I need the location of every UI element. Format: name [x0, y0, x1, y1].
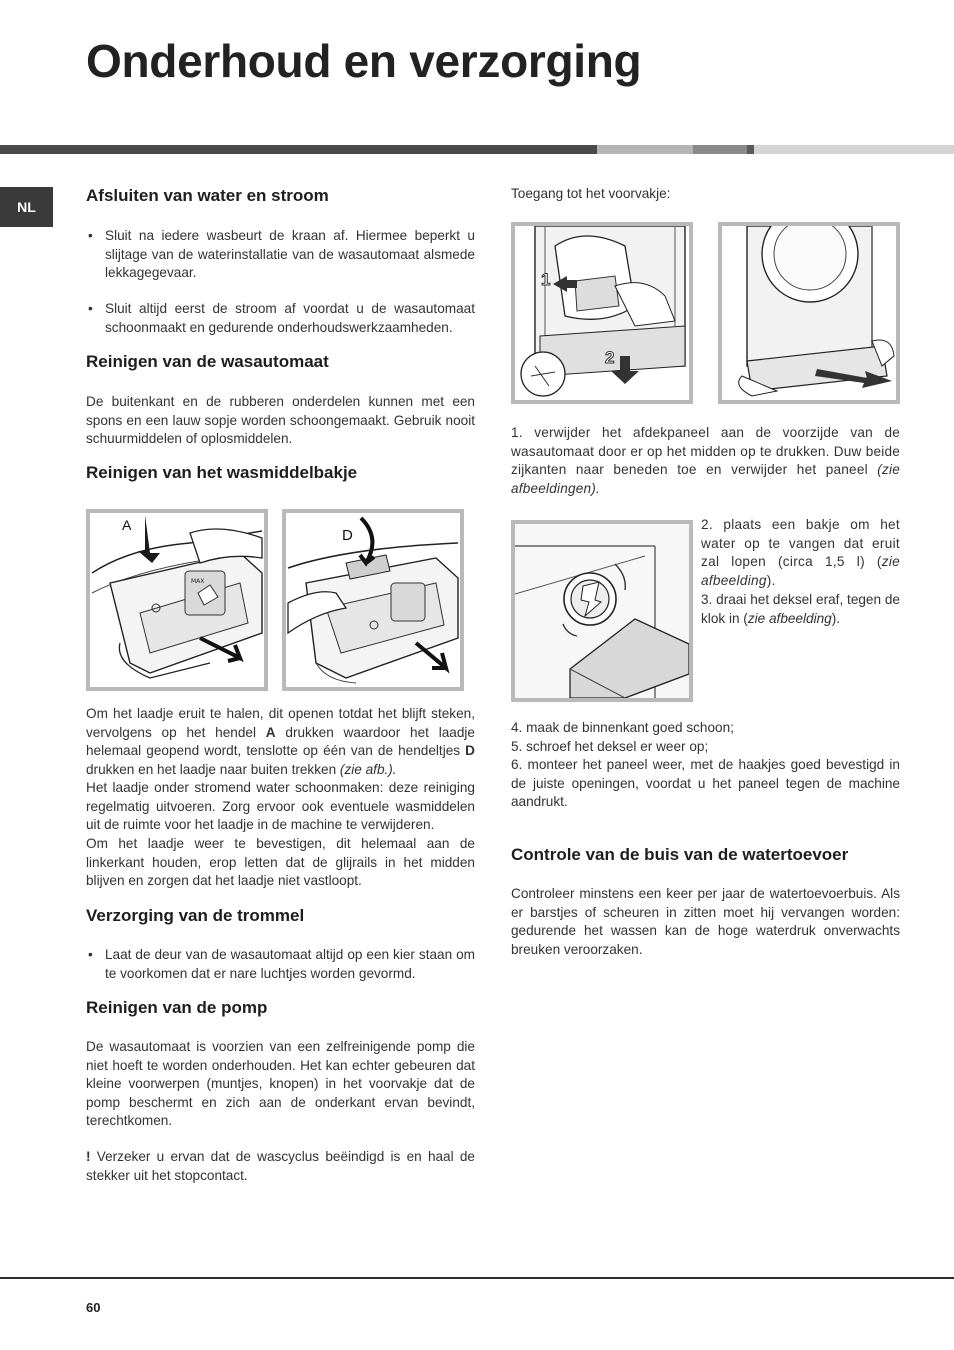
- panel-removal-illustration: [515, 226, 689, 400]
- access-step-3: [701, 591, 900, 628]
- pump-text: De wasautomaat is voorzien van een zelfreinigende pomp die niet hoeft te worden onderhouden. Het kan echter gebeuren dat kleine voorwerpen (muntjes, knopen) in het voorvakje dat de pomp beschermt en zich aan de onderkant ervan bevindt, terechtkomen.: [86, 1039, 475, 1129]
- drawer-paragraph-1: [86, 705, 475, 779]
- step-1-text: 1. verwijder het afdekpaneel aan de voorzijde van de wasautomaat door er op het midden op te drukken. Duw beide zijkanten naar beneden toe en verwijder het paneel: [511, 425, 900, 478]
- bullet-marker: •: [88, 947, 93, 962]
- header-bar-mid: [597, 145, 693, 154]
- drawer-paragraph-2: Het laadje onder stromend water schoonmaken: deze reiniging regelmatig uitvoeren. Zorg ervoor ook eventuele wasmiddelen uit de ruimte voor het laadje in de machine te verwijderen.: [86, 780, 475, 833]
- lever-d-ref: D: [465, 743, 475, 759]
- step-3-text: 3. draai het deksel eraf, tegen de klok in (: [701, 592, 900, 626]
- figure-panel-removal: [511, 222, 693, 404]
- drawer-illustration-a: [90, 513, 264, 687]
- heading-water: Afsluiten van water en stroom: [86, 186, 329, 205]
- drawer-p1-ref: (zie afb.).: [339, 761, 397, 777]
- bullet-marker: •: [88, 301, 93, 316]
- header-bar-light: [754, 145, 954, 154]
- pump-warning: [86, 1148, 475, 1185]
- figure-label-d: D: [342, 527, 353, 544]
- access-step-4: 4. maak de binnenkant goed schoon;: [511, 720, 734, 735]
- drawer-p1-a: Om het laadje eruit te halen, dit openen totdat het blijft steken, vervolgens op het hendel: [86, 706, 475, 740]
- figure-label-2: 2: [605, 348, 615, 367]
- pump-cap-illustration: [515, 524, 689, 698]
- page-title: Onderhoud en verzorging: [86, 35, 642, 87]
- access-step-6: 6. monteer het paneel weer, met de haakjes goed bevestigd in de juiste openingen, voordat u het paneel tegen de machine aandrukt.: [511, 757, 900, 810]
- heading-wash: Reinigen van de wasautomaat: [86, 352, 329, 371]
- heading-hose: Controle van de buis van de watertoevoer: [511, 845, 849, 864]
- hose-text: Controleer minstens een keer per jaar de watertoevoerbuis. Als er barstjes of scheuren in zitten moet hij vervangen worden: gedurende het wassen kan de hoge waterdruk onverwachts breuken veroorzaken.: [511, 886, 900, 957]
- step-1-ref: (zie afbeeldingen).: [511, 462, 900, 496]
- step-2-end: ).: [766, 572, 776, 588]
- drawer-illustration-d: [286, 513, 460, 687]
- heading-drawer: Reinigen van het wasmiddelbakje: [86, 463, 358, 482]
- language-tab: NL: [0, 187, 53, 227]
- drawer-p1-c: drukken waardoor het laadje helemaal geopend wordt, tenslotte op één van de hendeltjes: [86, 724, 475, 759]
- header-bar-gray: [693, 145, 747, 154]
- wash-text: De buitenkant en de rubberen onderdelen kunnen met een spons en een lauw sopje worden schoongemaakt. Gebruik nooit schuurmiddelen of oplosmiddelen.: [86, 394, 475, 447]
- header-bar-accent: [747, 145, 754, 154]
- drum-bullet: Laat de deur van de wasautomaat altijd op een kier staan om te voorkomen dat er nare luchtjes worden gevormd.: [105, 947, 475, 981]
- figure-panel-pull: [718, 222, 900, 404]
- warning-icon: !: [86, 1149, 91, 1164]
- access-step-2: [701, 516, 900, 590]
- access-step-1: [511, 424, 900, 498]
- drawer-paragraph-3: Om het laadje weer te bevestigen, dit helemaal aan de linkerkant houden, erop letten dat de glijrails in het midden blijven en zorgen dat het laadje niet vastloopt.: [86, 836, 475, 889]
- heading-drum: Verzorging van de trommel: [86, 906, 305, 925]
- drawer-p1-e: drukken en het laadje naar buiten trekken: [86, 761, 340, 777]
- figure-label-1: 1: [541, 270, 551, 289]
- lever-a-ref: A: [265, 724, 276, 740]
- bullet-marker: •: [88, 228, 93, 243]
- figure-drawer-lever-a: [86, 509, 268, 691]
- access-step-5: 5. schroef het deksel er weer op;: [511, 739, 709, 754]
- step-2-ref: zie afbeelding: [701, 554, 900, 588]
- panel-pull-illustration: [722, 226, 896, 400]
- max-label: MAX: [191, 578, 205, 585]
- step-3-end: ).: [831, 610, 841, 626]
- heading-pump: Reinigen van de pomp: [86, 998, 268, 1017]
- pump-warning-text: Verzeker u ervan dat de wascyclus beëindigd is en haal de stekker uit het stopcontact.: [86, 1149, 475, 1183]
- step-2-text: 2. plaats een bakje om het water op te vangen dat eruit zal lopen (circa 1,5 l) (: [701, 517, 900, 570]
- access-intro: Toegang tot het voorvakje:: [511, 186, 671, 201]
- step-3-ref: zie afbeelding: [747, 610, 832, 626]
- figure-label-a: A: [122, 517, 132, 533]
- header-bar-dark: [0, 145, 597, 154]
- water-bullet-1: Sluit na iedere wasbeurt de kraan af. Hiermee beperkt u slijtage van de waterinstallatie van de wasautomaat alsmede lekkagegevaar.: [105, 228, 475, 281]
- footer-rule: [0, 1277, 954, 1279]
- figure-pump-cap: [511, 520, 693, 702]
- page-number: 60: [86, 1300, 101, 1315]
- figure-drawer-lever-d: [282, 509, 464, 691]
- water-bullet-2: Sluit altijd eerst de stroom af voordat u de wasautomaat schoonmaakt en gedurende onderhoudswerkzaamheden.: [105, 301, 475, 335]
